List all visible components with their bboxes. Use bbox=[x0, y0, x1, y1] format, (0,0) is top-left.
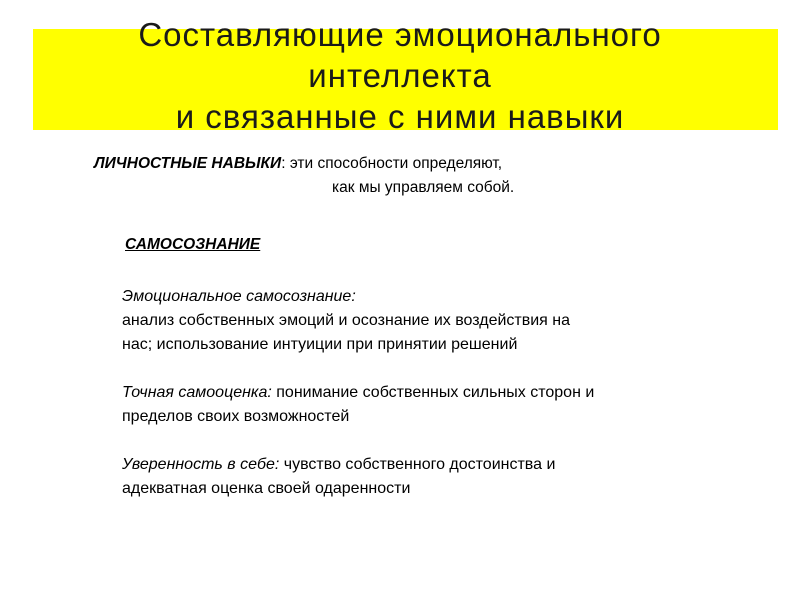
intro-lead: ЛИЧНОСТНЫЕ НАВЫКИ bbox=[94, 155, 282, 172]
item-desc-line-1: анализ собственных эмоций и осознание их воздействия на bbox=[122, 312, 571, 329]
title-line-3: и связанные с ними навыки bbox=[175, 98, 625, 135]
item-desc-line-2: пределов своих возможностей bbox=[122, 408, 350, 425]
intro-text-line-1: : эти способности определяют, bbox=[281, 155, 503, 172]
intro-text-line-2: как мы управляем собой. bbox=[332, 179, 515, 196]
item-term: Точная самооценка: bbox=[122, 384, 272, 401]
item-desc-line-2: нас; использование интуиции при принятии решений bbox=[122, 336, 518, 353]
title-line-1: Составляющие эмоционального bbox=[138, 16, 662, 53]
list-item bbox=[112, 381, 752, 429]
item-desc-line-1: понимание собственных сильных сторон и bbox=[271, 384, 595, 401]
list-item bbox=[112, 453, 752, 501]
intro-paragraph bbox=[94, 152, 734, 200]
item-desc-line-1: чувство собственного достоинства и bbox=[279, 456, 556, 473]
item-desc-line-2: адекватная оценка своей одаренности bbox=[122, 480, 411, 497]
list-item bbox=[112, 285, 752, 357]
item-term: Эмоциональное самосознание: bbox=[122, 288, 356, 305]
item-term: Уверенность в себе: bbox=[122, 456, 280, 473]
slide-title bbox=[0, 14, 800, 137]
skills-list bbox=[112, 285, 752, 525]
title-line-2: интеллекта bbox=[308, 57, 492, 94]
section-heading: САМОСОЗНАНИЕ bbox=[125, 236, 261, 253]
